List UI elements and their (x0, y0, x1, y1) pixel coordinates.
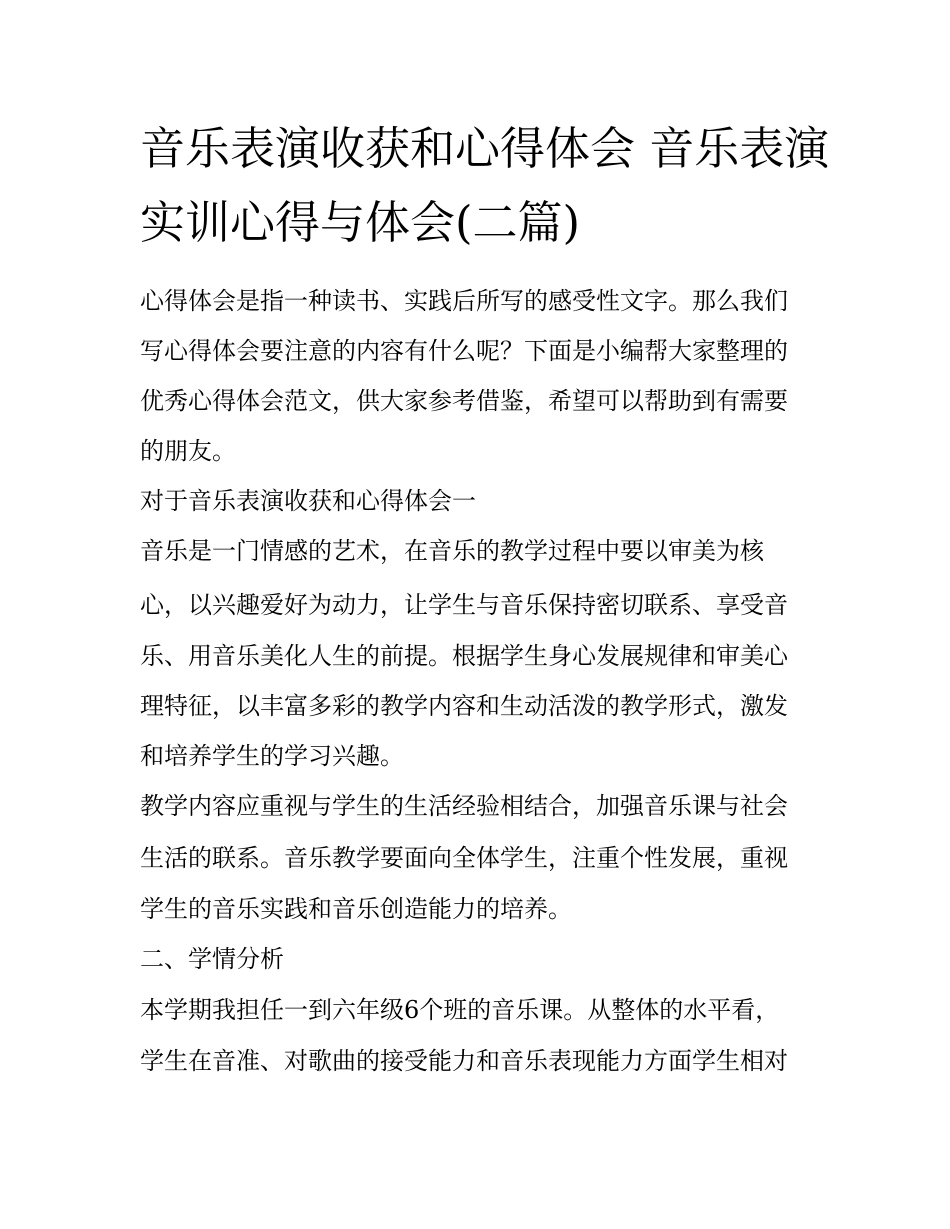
paragraph-line: 本学期我担任一到六年级6个班的音乐课。从整体的水平看， (140, 996, 780, 1024)
paragraph-line: 和培养学生的学习兴趣。 (140, 742, 404, 770)
document-title: 音乐表演收获和心得体会 音乐表演实训心得与体会(二篇) (140, 122, 830, 249)
paragraph-line: 乐、用音乐美化人生的前提。根据学生身心发展规律和审美心 (140, 642, 788, 670)
section-heading: 对于音乐表演收获和心得体会一 (140, 487, 476, 515)
paragraph-line: 音乐是一门情感的艺术，在音乐的教学过程中要以审美为核 (140, 537, 764, 565)
paragraph-line: 的朋友。 (140, 437, 236, 465)
paragraph-line: 教学内容应重视与学生的生活经验相结合，加强音乐课与社会 (140, 792, 788, 820)
paragraph-line: 写心得体会要注意的内容有什么呢？下面是小编帮大家整理的 (140, 337, 788, 365)
paragraph-line: 生活的联系。音乐教学要面向全体学生，注重个性发展，重视 (140, 844, 788, 872)
section-heading: 二、学情分析 (140, 945, 284, 973)
paragraph-line: 学生在音准、对歌曲的接受能力和音乐表现能力方面学生相对 (140, 1047, 788, 1075)
paragraph-line: 优秀心得体会范文，供大家参考借鉴，希望可以帮助到有需要 (140, 387, 788, 415)
paragraph-line: 理特征，以丰富多彩的教学内容和生动活泼的教学形式，激发 (140, 692, 788, 720)
paragraph-line: 心，以兴趣爱好为动力，让学生与音乐保持密切联系、享受音 (140, 591, 788, 619)
paragraph-line: 学生的音乐实践和音乐创造能力的培养。 (140, 895, 572, 923)
paragraph-line: 心得体会是指一种读书、实践后所写的感受性文字。那么我们 (140, 287, 788, 315)
